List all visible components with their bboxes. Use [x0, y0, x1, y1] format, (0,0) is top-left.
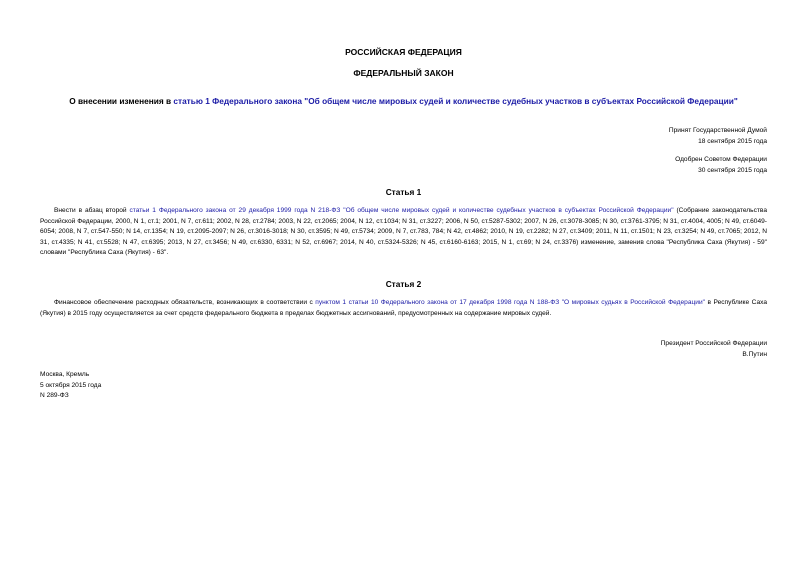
law-type-heading: ФЕДЕРАЛЬНЫЙ ЗАКОН	[353, 68, 454, 78]
signature-name: В.Путин	[742, 350, 767, 358]
signature-position: Президент Российской Федерации	[660, 340, 767, 347]
federation-heading: РОССИЙСКАЯ ФЕДЕРАЦИЯ	[345, 47, 462, 57]
footer-date: 5 октября 2015 года	[40, 381, 102, 389]
council-line: Одобрен Советом Федерации	[675, 156, 767, 163]
signature-block	[661, 339, 767, 360]
duma-line: Принят Государственной Думой	[668, 127, 767, 134]
adoption-block	[669, 126, 767, 176]
footer-number: N 289-ФЗ	[40, 392, 69, 399]
council-date: 30 сентября 2015 года	[698, 166, 767, 174]
title-link[interactable]: статью 1 Федерального закона "Об общем числе мировых судей и количестве судебных участков в субъектах Российской Федерации"	[173, 96, 738, 106]
article-1-link[interactable]: статьи 1 Федерального закона от 29 декабря 1999 года N 218-ФЗ "Об общем числе мировых судей и количестве судебных участков в субъектах Российской Федерации"	[129, 207, 674, 214]
article-1-heading: Статья 1	[385, 187, 422, 197]
footer-place: Москва, Кремль	[40, 371, 90, 378]
law-title	[30, 96, 777, 106]
footer-block	[40, 370, 101, 402]
article-2-text-after: в Республике Саха (Якутия) в 2015 году осуществляется за счет средств федерального бюджета в пределах бюджетных ассигнований, предусмотренных на содержание мировых судей.	[40, 299, 768, 317]
title-prefix: О внесении изменения в	[69, 96, 174, 106]
article-2-text-before: Финансовое обеспечение расходных обязательств, возникающих в соответствии с	[54, 299, 316, 306]
duma-date: 18 сентября 2015 года	[698, 137, 767, 145]
article-1-text	[40, 206, 767, 259]
article-2-heading: Статья 2	[385, 279, 422, 289]
article-2-link[interactable]: пунктом 1 статьи 10 Федерального закона от 17 декабря 1998 года N 188-ФЗ "О мировых судьях в Российской Федерации"	[315, 299, 705, 306]
article-2-text	[40, 298, 767, 319]
article-1-text-after: (Собрание законодательства Российской Федерации, 2000, N 1, ст.1; 2001, N 7, ст.611; 2002, N 28, ст.2784; 2003, N 22, ст.2065; 2004, N 12, ст.1034; N 31, ст.3227; 2006, N 50, ст.5287-5302; 2007, N 26, ст.3078-3085; N 30, ст.3761-3795; N 31, ст.4004, 4005; N 49, ст.6049-6054; 2008, N 7, ст.547-550; N 14, ст.1354; N 19, ст.2095-2097; N 26, ст.3016-3018; N 30, ст.3595; N 49, ст.5734; 2009, N 7, ст.783, 784; N 42, ст.4862; 2010, N 19, ст.2282; N 27, ст.3409; 2011, N 11, ст.1501; N 23, ст.3254; N 49, ст.7065; 2012, N 31, ст.4335; N 41, ст.5528; N 47, ст.6395; 2013, N 27, ст.3456; N 49, ст.6330, 6331; N 52, ст.6967; 2014, N 40, ст.5324-5326; N 45, ст.6160-6163; 2015, N 1, ст.69; N 24, ст.3376) изменение, заменив слова "Республика Саха (Якутия) - 59" словами "Республика Саха (Якутия) - 63".	[40, 207, 767, 257]
article-1-text-before: Внести в абзац второй	[54, 207, 130, 214]
